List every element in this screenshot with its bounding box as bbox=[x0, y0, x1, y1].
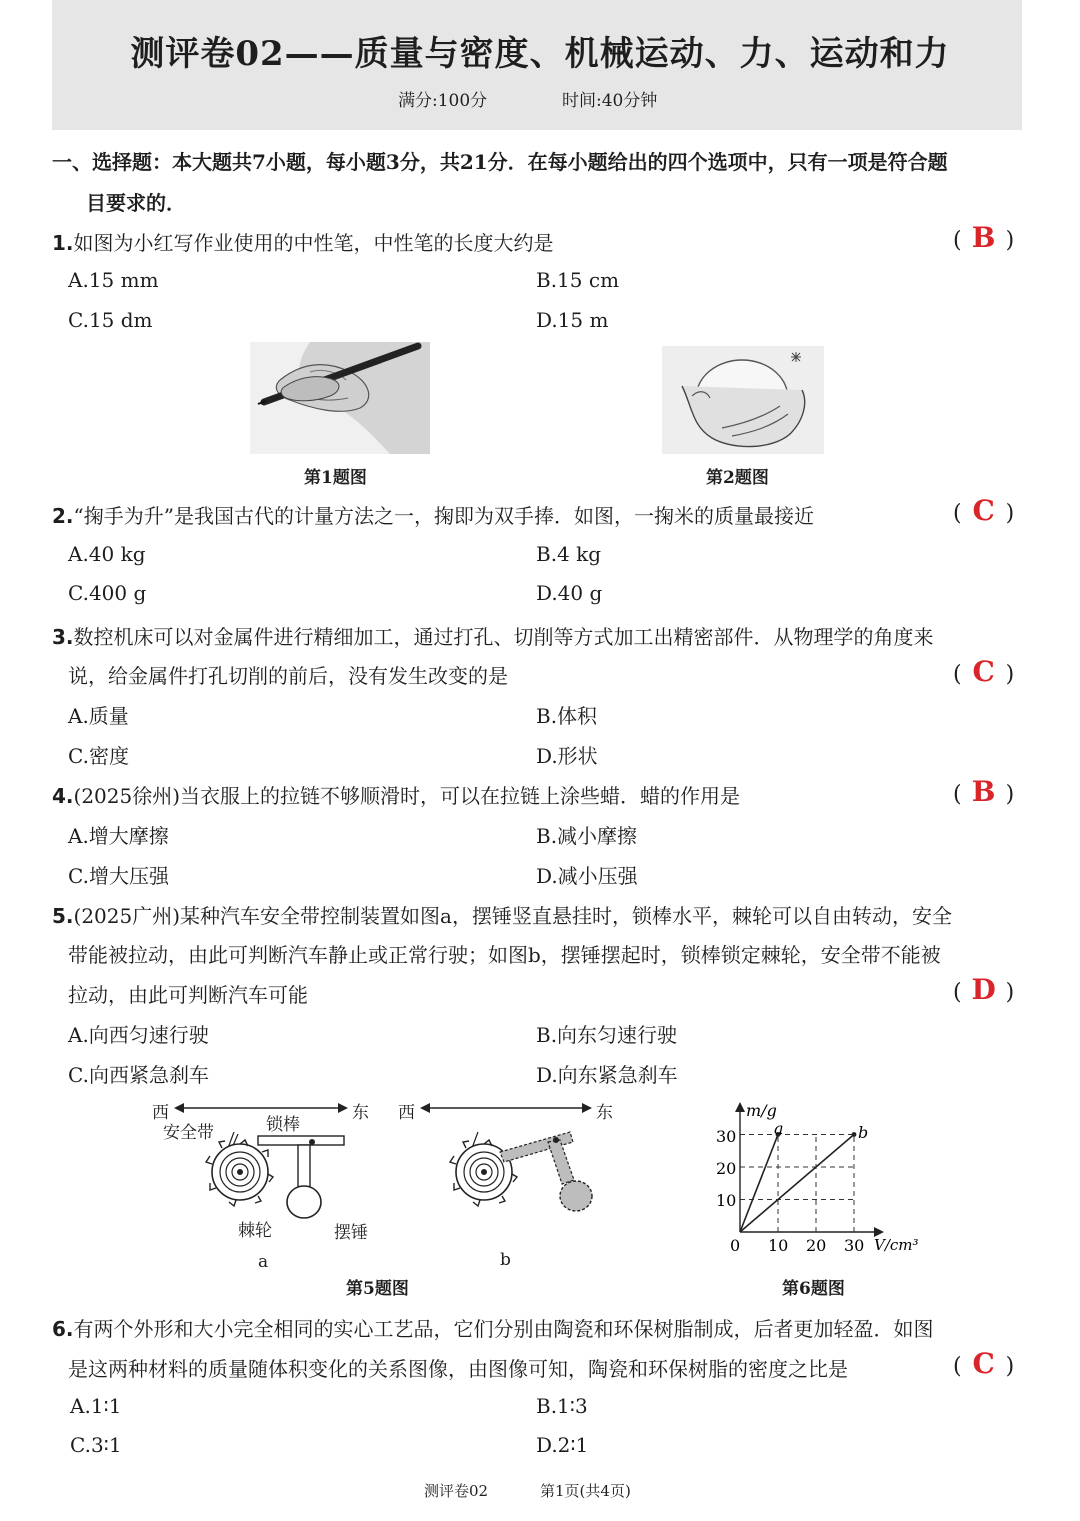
x-tick-label: 10 bbox=[768, 1236, 789, 1255]
option-b: B.减小摩擦 bbox=[536, 824, 638, 848]
option-a: A.增大摩擦 bbox=[68, 824, 169, 848]
question-3-line2: 说，给金属件打孔切削的前后，没有发生改变的是 bbox=[68, 664, 508, 688]
question-text: (2025广州)某种汽车安全带控制装置如图a，摆锤竖直悬挂时，锁棒水平，棘轮可以自由转动，安全 bbox=[73, 904, 952, 928]
section-heading-line1: 一、选择题：本大题共7小题，每小题3分，共21分．在每小题给出的四个选项中，只有一项是符合题 bbox=[52, 150, 948, 174]
lock-bar-label-a: 锁棒 bbox=[266, 1115, 300, 1135]
question-text: 数控机床可以对金属件进行精细加工，通过打孔、切削等方式加工出精密部件．从物理学的角度来 bbox=[73, 625, 934, 649]
question-text: 有两个外形和大小完全相同的实心工艺品，它们分别由陶瓷和环保树脂制成，后者更加轻盈．如图 bbox=[73, 1317, 934, 1341]
answer-bracket-4: ( B ) bbox=[953, 775, 1015, 808]
series-a-label: a bbox=[774, 1119, 784, 1138]
option-b: B.1∶3 bbox=[536, 1394, 588, 1418]
y-axis-arrowhead bbox=[735, 1102, 745, 1112]
question-5-line2: 带能被拉动，由此可判断汽车静止或正常行驶；如图b，摆锤摆起时，锁棒锁定棘轮，安全带不能被 bbox=[68, 943, 941, 967]
cupped-hands-illustration bbox=[662, 346, 824, 454]
pendulum-label-a: 摆锤 bbox=[334, 1223, 368, 1243]
series-point-b bbox=[852, 1132, 857, 1137]
question-number: 6. bbox=[52, 1317, 74, 1341]
answer-bracket-6: ( C ) bbox=[953, 1347, 1015, 1380]
answer-mark: C bbox=[972, 1347, 995, 1380]
option-b: B.15 cm bbox=[536, 268, 620, 292]
question-number: 4. bbox=[52, 784, 74, 808]
option-a: A.向西匀速行驶 bbox=[68, 1023, 209, 1047]
option-d: D.15 m bbox=[536, 308, 609, 332]
x-tick-label: 30 bbox=[844, 1236, 865, 1255]
direction-arrow-a bbox=[172, 1098, 350, 1118]
answer-mark: B bbox=[971, 221, 996, 254]
y-tick-label: 20 bbox=[716, 1159, 737, 1178]
footer-paper-name: 测评卷02 bbox=[424, 1482, 489, 1500]
figure-1-caption: 第1题图 bbox=[304, 468, 367, 488]
option-c: C.15 dm bbox=[68, 308, 153, 332]
option-b: B.体积 bbox=[536, 704, 598, 728]
option-a: A.40 kg bbox=[68, 542, 146, 566]
question-3-stem bbox=[52, 621, 934, 650]
figure-2-caption: 第2题图 bbox=[706, 468, 769, 488]
question-number: 3. bbox=[52, 625, 74, 649]
answer-bracket-2: ( C ) bbox=[953, 494, 1015, 527]
question-1-stem bbox=[52, 227, 554, 256]
answer-mark: C bbox=[972, 655, 995, 688]
west-label-a: 西 bbox=[152, 1103, 169, 1123]
option-b: B.4 kg bbox=[536, 542, 602, 566]
x-tick-label: 20 bbox=[806, 1236, 827, 1255]
option-d: D.形状 bbox=[536, 744, 598, 768]
option-d: D.40 g bbox=[536, 581, 603, 605]
option-d: D.减小压强 bbox=[536, 864, 638, 888]
question-number: 1. bbox=[52, 231, 74, 255]
option-c: C.400 g bbox=[68, 581, 147, 605]
question-4-stem bbox=[52, 780, 740, 809]
answer-mark: D bbox=[971, 973, 996, 1006]
series-b-label: b bbox=[858, 1123, 869, 1142]
question-text: “掬手为升”是我国古代的计量方法之一，掬即为双手捧．如图，一掬米的质量最接近 bbox=[73, 504, 814, 528]
question-5-line3: 拉动，由此可判断汽车可能 bbox=[68, 983, 308, 1007]
exam-time: 时间:40分钟 bbox=[562, 91, 658, 111]
east-label-a: 东 bbox=[352, 1103, 369, 1123]
answer-mark: C bbox=[972, 494, 995, 527]
series-line-b bbox=[740, 1135, 854, 1233]
figure-5b-label: b bbox=[500, 1250, 511, 1270]
question-number: 5. bbox=[52, 904, 74, 928]
option-c: C.密度 bbox=[68, 744, 129, 768]
option-a: A.15 mm bbox=[68, 268, 159, 292]
y-tick-label: 30 bbox=[716, 1127, 737, 1146]
option-d: D.向东紧急刹车 bbox=[536, 1063, 678, 1087]
question-text: (2025徐州)当衣服上的拉链不够顺滑时，可以在拉链上涂些蜡．蜡的作用是 bbox=[73, 784, 741, 808]
hand-pen-illustration bbox=[250, 342, 430, 454]
seatbelt-mechanism-b bbox=[440, 1118, 600, 1226]
question-5-stem bbox=[52, 900, 952, 929]
option-a: A.1∶1 bbox=[70, 1394, 122, 1418]
y-tick-label: 10 bbox=[716, 1191, 737, 1210]
seatbelt-mechanism-a bbox=[200, 1118, 360, 1226]
ratchet-label-a: 棘轮 bbox=[238, 1221, 272, 1241]
figure-6-caption: 第6题图 bbox=[782, 1279, 845, 1299]
question-2-stem bbox=[52, 500, 814, 529]
option-b: B.向东匀速行驶 bbox=[536, 1023, 678, 1047]
west-label-b: 西 bbox=[398, 1103, 415, 1123]
y-axis-label: m/g bbox=[746, 1101, 777, 1120]
answer-bracket-5: ( D ) bbox=[953, 973, 1015, 1006]
answer-bracket-1: ( B ) bbox=[953, 221, 1015, 254]
full-score: 满分:100分 bbox=[398, 91, 488, 111]
east-label-b: 东 bbox=[596, 1103, 613, 1123]
option-d: D.2∶1 bbox=[536, 1433, 589, 1457]
option-c: C.3∶1 bbox=[70, 1433, 122, 1457]
series-line-a bbox=[740, 1135, 778, 1233]
origin-label: 0 bbox=[730, 1236, 741, 1255]
question-number: 2. bbox=[52, 504, 74, 528]
footer-page-number: 第1页(共4页) bbox=[540, 1482, 631, 1500]
x-axis-label: V/cm³ bbox=[874, 1236, 919, 1254]
chart-series bbox=[740, 1132, 856, 1232]
question-text: 如图为小红写作业使用的中性笔，中性笔的长度大约是 bbox=[73, 231, 554, 255]
mass-volume-chart bbox=[706, 1096, 936, 1260]
figure-5a-label: a bbox=[258, 1252, 269, 1272]
option-c: C.增大压强 bbox=[68, 864, 169, 888]
figure-5-caption: 第5题图 bbox=[346, 1279, 409, 1299]
option-a: A.质量 bbox=[68, 704, 129, 728]
option-c: C.向西紧急刹车 bbox=[68, 1063, 209, 1087]
direction-arrow-b bbox=[418, 1098, 594, 1118]
seat-belt-label-a: 安全带 bbox=[163, 1123, 214, 1143]
answer-bracket-3: ( C ) bbox=[953, 655, 1015, 688]
question-6-stem bbox=[52, 1313, 934, 1342]
page-title: 测评卷02——质量与密度、机械运动、力、运动和力 bbox=[130, 34, 950, 74]
question-6-line2: 是这两种材料的质量随体积变化的关系图像，由图像可知，陶瓷和环保树脂的密度之比是 bbox=[68, 1357, 848, 1381]
answer-mark: B bbox=[971, 775, 996, 808]
section-heading-line2: 目要求的． bbox=[86, 191, 186, 215]
